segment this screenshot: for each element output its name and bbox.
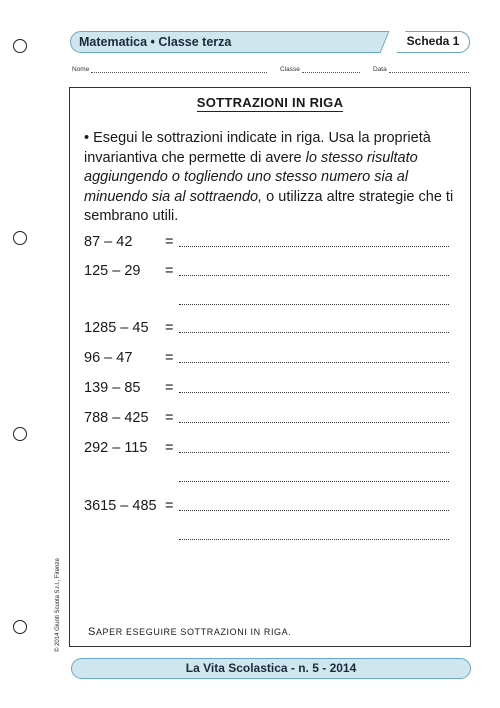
subject-title: Matematica • Classe terza bbox=[79, 35, 232, 49]
exercise-expression: 3615 – 485 bbox=[84, 498, 157, 514]
answer-line[interactable] bbox=[179, 246, 449, 247]
exercise-expression: 87 – 42 bbox=[84, 234, 133, 250]
worksheet-title bbox=[0, 94, 500, 112]
answer-line[interactable] bbox=[179, 422, 449, 423]
answer-line[interactable] bbox=[179, 332, 449, 333]
exercise-expression: 125 – 29 bbox=[84, 263, 141, 279]
instruction-text bbox=[84, 129, 464, 227]
exercise-expression: 1285 – 45 bbox=[84, 320, 149, 336]
exercise-expression: 292 – 115 bbox=[84, 440, 148, 456]
name-label: Nome bbox=[72, 66, 90, 73]
answer-line-extra[interactable] bbox=[179, 304, 449, 305]
answer-line[interactable] bbox=[179, 362, 449, 363]
sheet-tab bbox=[392, 31, 470, 53]
name-field[interactable] bbox=[72, 66, 267, 73]
equals-sign: = bbox=[165, 498, 174, 514]
equals-sign: = bbox=[165, 410, 174, 426]
exercise-expression: 139 – 85 bbox=[84, 380, 141, 396]
sheet-label: Scheda 1 bbox=[406, 34, 460, 48]
equals-sign: = bbox=[165, 320, 174, 336]
header-bar bbox=[70, 31, 470, 53]
equals-sign: = bbox=[165, 380, 174, 396]
name-line bbox=[91, 66, 267, 73]
instruction-italic: lo stesso risultato aggiungendo o togliendo uno stesso numero sia al minuendo sia al sottraendo, bbox=[84, 149, 418, 205]
equals-sign: = bbox=[165, 234, 174, 250]
answer-line[interactable] bbox=[179, 510, 449, 511]
title-text: SOTTRAZIONI IN RIGA bbox=[196, 95, 344, 110]
date-line bbox=[389, 66, 469, 73]
binder-hole-top bbox=[13, 39, 27, 53]
exercise-expression: 788 – 425 bbox=[84, 410, 149, 426]
footer-bar bbox=[71, 658, 471, 679]
date-field[interactable] bbox=[373, 66, 469, 73]
copyright-notice: © 2014 Giunti Scuola S.r.l., Firenze bbox=[55, 558, 61, 652]
answer-line[interactable] bbox=[179, 392, 449, 393]
answer-line-extra[interactable] bbox=[179, 539, 449, 540]
equals-sign: = bbox=[165, 263, 174, 279]
bullet: • bbox=[84, 130, 90, 146]
instruction-part2: o utilizza altre strategie che ti sembrano utili. bbox=[84, 188, 454, 224]
answer-line[interactable] bbox=[179, 275, 449, 276]
class-field[interactable] bbox=[280, 66, 360, 73]
binder-hole-upper bbox=[13, 231, 27, 245]
binder-hole-bottom bbox=[13, 620, 27, 634]
answer-line[interactable] bbox=[179, 452, 449, 453]
student-fields bbox=[72, 66, 472, 76]
learning-objective: SAPER ESEGUIRE SOTTRAZIONI IN RIGA. bbox=[88, 626, 292, 638]
exercise-expression: 96 – 47 bbox=[84, 350, 133, 366]
date-label: Data bbox=[373, 66, 387, 73]
equals-sign: = bbox=[165, 350, 174, 366]
footer-text: La Vita Scolastica - n. 5 - 2014 bbox=[185, 661, 357, 675]
binder-hole-lower bbox=[13, 427, 27, 441]
class-label: Classe bbox=[280, 66, 300, 73]
instruction-part1: Esegui le sottrazioni indicate in riga. Usa la proprietà invariantiva che permette di avere bbox=[84, 130, 431, 166]
equals-sign: = bbox=[165, 440, 174, 456]
answer-line-extra[interactable] bbox=[179, 481, 449, 482]
class-line bbox=[302, 66, 360, 73]
